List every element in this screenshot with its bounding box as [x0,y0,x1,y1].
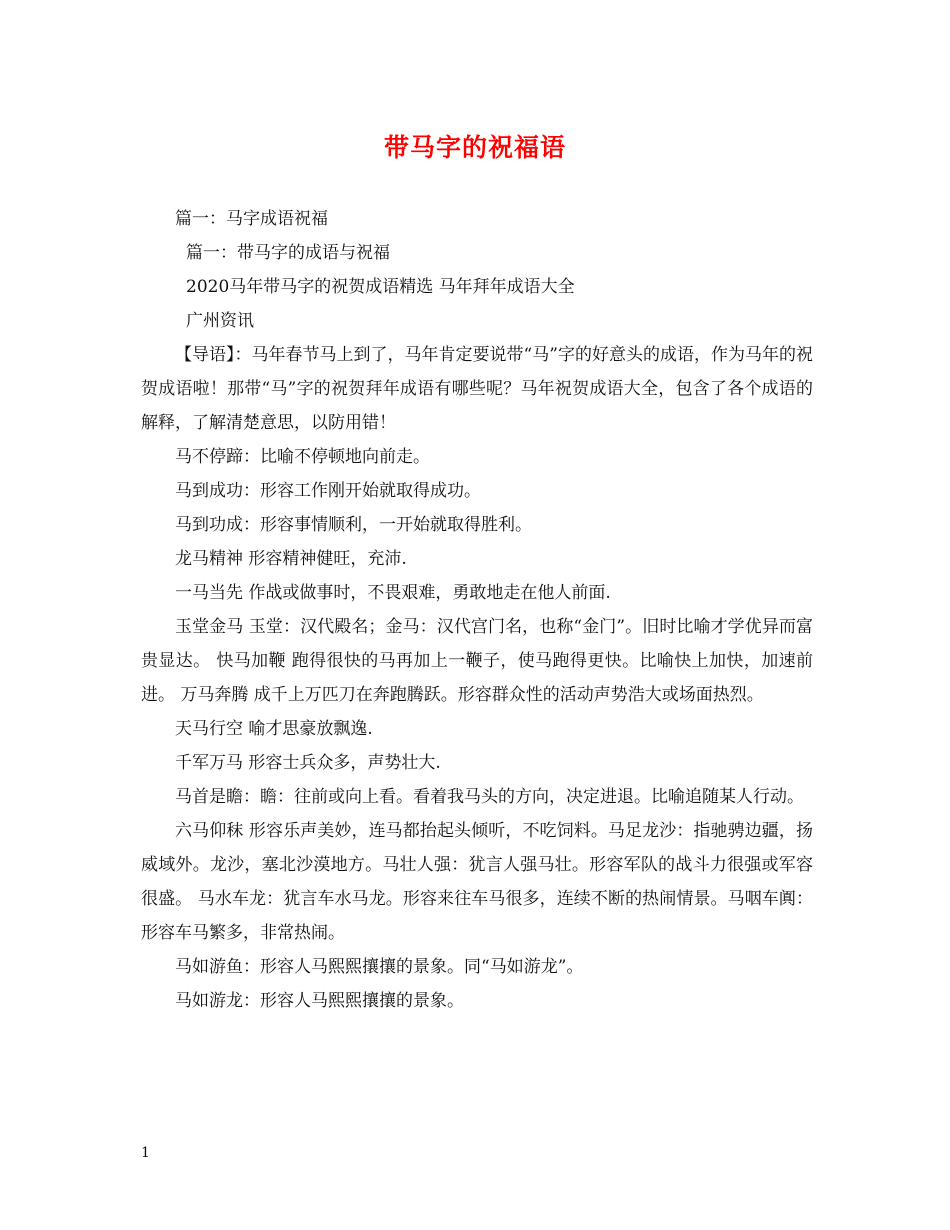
paragraph: 马首是瞻：瞻：往前或向上看。看着我马头的方向，决定进退。比喻追随某人行动。 [175,787,804,807]
section-heading-1: 篇一：马字成语祝福 [175,209,328,229]
page-number: 1 [141,1145,150,1161]
paragraph: 一马当先 作战或做事时，不畏艰难，勇敢地走在他人前面. [175,583,611,603]
article-source: 广州资讯 [186,311,254,331]
document-title: 带马字的祝福语 [383,133,566,162]
paragraph: 马到成功：形容工作刚开始就取得成功。 [175,481,481,501]
paragraph-intro: 【导语】：马年春节马上到了，马年肯定要说带“马”字的好意头的成语，作为马年的祝贺成语啦！那带“马”字的祝贺拜年成语有哪些呢？马年祝贺成语大全，包含了各个成语的解释，了解清楚意思，以防用错！ [141,345,813,433]
paragraph: 马如游龙：形容人马熙熙攘攘的景象。 [175,991,464,1011]
section-heading-2: 篇一：带马字的成语与祝福 [186,243,390,263]
article-subtitle: 2020马年带马字的祝贺成语精选 马年拜年成语大全 [186,277,575,297]
paragraph: 玉堂金马 玉堂：汉代殿名；金马：汉代宫门名，也称“金门”。旧时比喻才学优异而富贵显达。 快马加鞭 跑得很快的马再加上一鞭子，使马跑得更快。比喻快上加快，加速前进。 万马奔腾 成千上万匹刀在奔跑腾跃。形容群众性的活动声势浩大或场面热烈。 [141,617,813,705]
paragraph: 千军万马 形容士兵众多，声势壮大. [175,753,441,773]
paragraph: 马如游鱼：形容人马熙熙攘攘的景象。同“马如游龙”。 [175,957,584,977]
document-body [141,202,813,1018]
paragraph: 马不停蹄：比喻不停顿地向前走。 [175,447,430,467]
paragraph: 六马仰秣 形容乐声美妙，连马都抬起头倾听，不吃饲料。马足龙沙：指驰骋边疆，扬威域外。龙沙，塞北沙漠地方。马壮人强：犹言人强马壮。形容军队的战斗力很强或军容很盛。 马水车龙：犹言车水马龙。形容来往车马很多，连续不断的热闹情景。马咽车阗：形容车马繁多，非常热闹。 [141,821,813,943]
paragraph: 龙马精神 形容精神健旺，充沛. [175,549,407,569]
paragraph: 天马行空 喻才思豪放飘逸. [175,719,373,739]
paragraph: 马到功成：形容事情顺利，一开始就取得胜利。 [175,515,532,535]
